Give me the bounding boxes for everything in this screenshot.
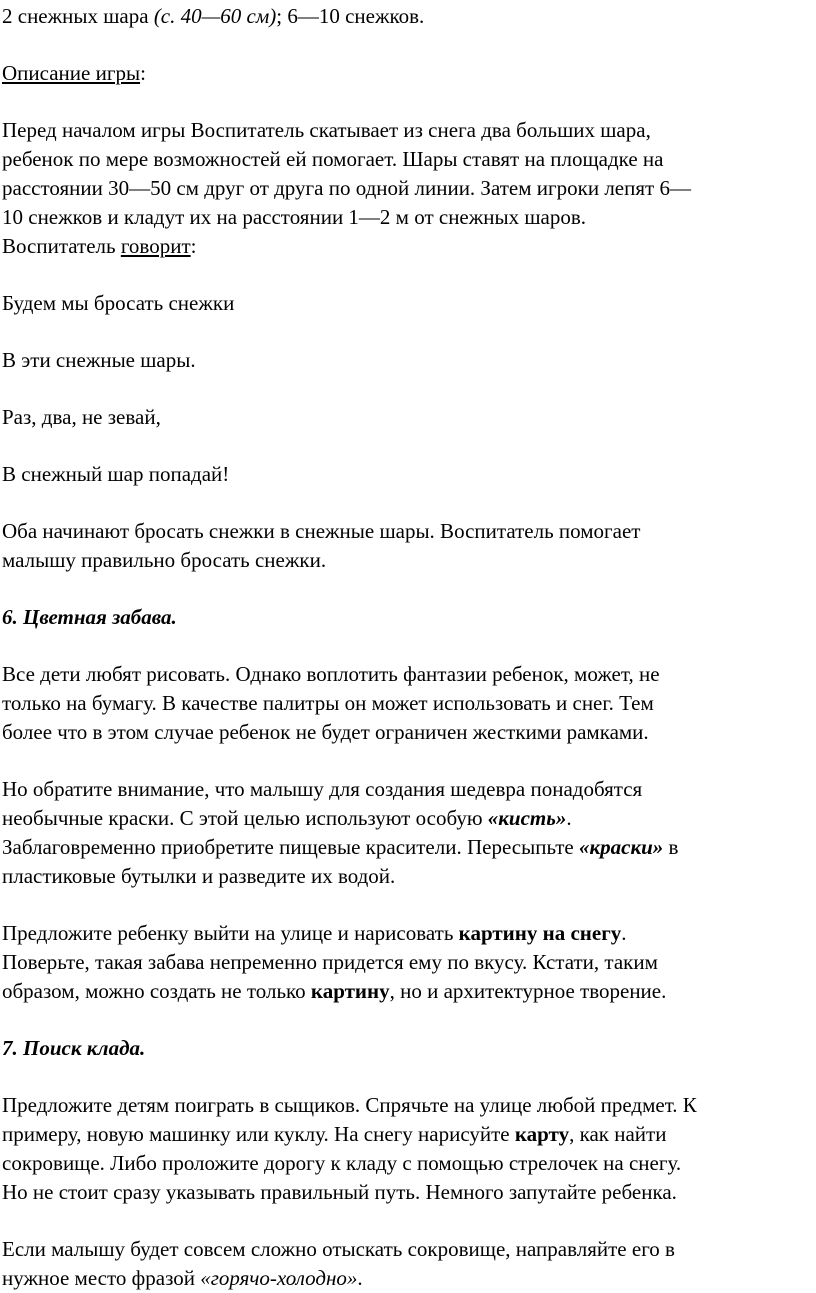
text-line: Все дети любят рисовать. Однако воплотить фантазии ребенок, может, не: [2, 662, 660, 686]
materials-text: 2 снежных шара: [2, 4, 154, 28]
text-line: Оба начинают бросать снежки в снежные шары. Воспитатель помогает: [2, 519, 641, 543]
text-line: Поверьте, такая забава непременно придется ему по вкусу. Кстати, таким: [2, 950, 658, 974]
section-7-title: 7. Поиск клада.: [2, 1036, 146, 1060]
text-line: 10 снежков и кладут их на расстоянии 1—2 м от снежных шаров.: [2, 205, 587, 229]
text-line: более что в этом случае ребенок не будет ограничен жесткими рамками.: [2, 720, 649, 744]
text-line: Но обратите внимание, что малышу для создания шедевра понадобятся: [2, 777, 643, 801]
paints-term: «краски»: [579, 835, 664, 859]
poem-line: В эти снежные шары.: [2, 348, 196, 372]
section-6-title: 6. Цветная забава.: [2, 605, 177, 629]
picture-on-snow-term: картину на снегу: [458, 921, 622, 945]
game-description-label: Описание игры: [2, 61, 141, 85]
section-7-paragraph-2: [2, 1235, 816, 1293]
text-line: Предложите детям поиграть в сыщиков. Спрячьте на улице любой предмет. К: [2, 1093, 697, 1117]
text-line: Воспитатель говорит:: [2, 234, 197, 258]
hot-cold-phrase: «горячо-холодно»: [200, 1266, 358, 1290]
text-line: Предложите ребенку выйти на улице и нарисовать картину на снегу.: [2, 921, 627, 945]
materials-text-end: ; 6—10 снежков.: [276, 4, 425, 28]
text-line: малышу правильно бросать снежки.: [2, 548, 327, 572]
text-line: Но не стоит сразу указывать правильный путь. Немного запутайте ребенка.: [2, 1180, 677, 1204]
text-line: необычные краски. С этой целью используют особую «кисть».: [2, 806, 572, 830]
game-description-heading: Описание игры:: [2, 61, 146, 85]
materials-line: [2, 2, 816, 31]
outro-paragraph: [2, 517, 816, 575]
text-line: образом, можно создать не только картину, но и архитектурное творение.: [2, 979, 667, 1003]
snowball-size: (с. 40—60 см): [153, 4, 277, 28]
map-term: карту: [514, 1122, 570, 1146]
poem-line: Раз, два, не зевай,: [2, 405, 161, 429]
text-line: расстоянии 30—50 см друг от друга по одной линии. Затем игроки лепят 6—: [2, 176, 691, 200]
text-line: нужное место фразой «горячо-холодно».: [2, 1266, 363, 1290]
poem-line: В снежный шар попадай!: [2, 462, 230, 486]
brush-term: «кисть»: [487, 806, 567, 830]
text-line: Если малышу будет совсем сложно отыскать сокровище, направляйте его в: [2, 1237, 675, 1261]
text-line: Заблаговременно приобретите пищевые красители. Пересыпьте «краски» в: [2, 835, 679, 859]
text-line: ребенок по мере возможностей ей помогает. Шары ставят на площадке на: [2, 147, 664, 171]
picture-term: картину: [310, 979, 390, 1003]
text-line: сокровище. Либо проложите дорогу к кладу с помощью стрелочек на снегу.: [2, 1151, 682, 1175]
section-6-paragraph-3: [2, 919, 816, 1006]
poem-line: Будем мы бросать снежки: [2, 291, 235, 315]
text-line: Перед началом игры Воспитатель скатывает из снега два больших шара,: [2, 118, 651, 142]
text-line: пластиковые бутылки и разведите их водой.: [2, 864, 396, 888]
says-link-text: говорит: [120, 234, 191, 258]
section-6-paragraph-1: [2, 660, 816, 747]
text-line: только на бумагу. В качестве палитры он может использовать и снег. Тем: [2, 691, 654, 715]
section-7-paragraph-1: [2, 1091, 816, 1207]
intro-paragraph: [2, 116, 816, 261]
text-line: примеру, новую машинку или куклу. На снегу нарисуйте карту, как найти: [2, 1122, 667, 1146]
section-6-paragraph-2: [2, 775, 816, 891]
